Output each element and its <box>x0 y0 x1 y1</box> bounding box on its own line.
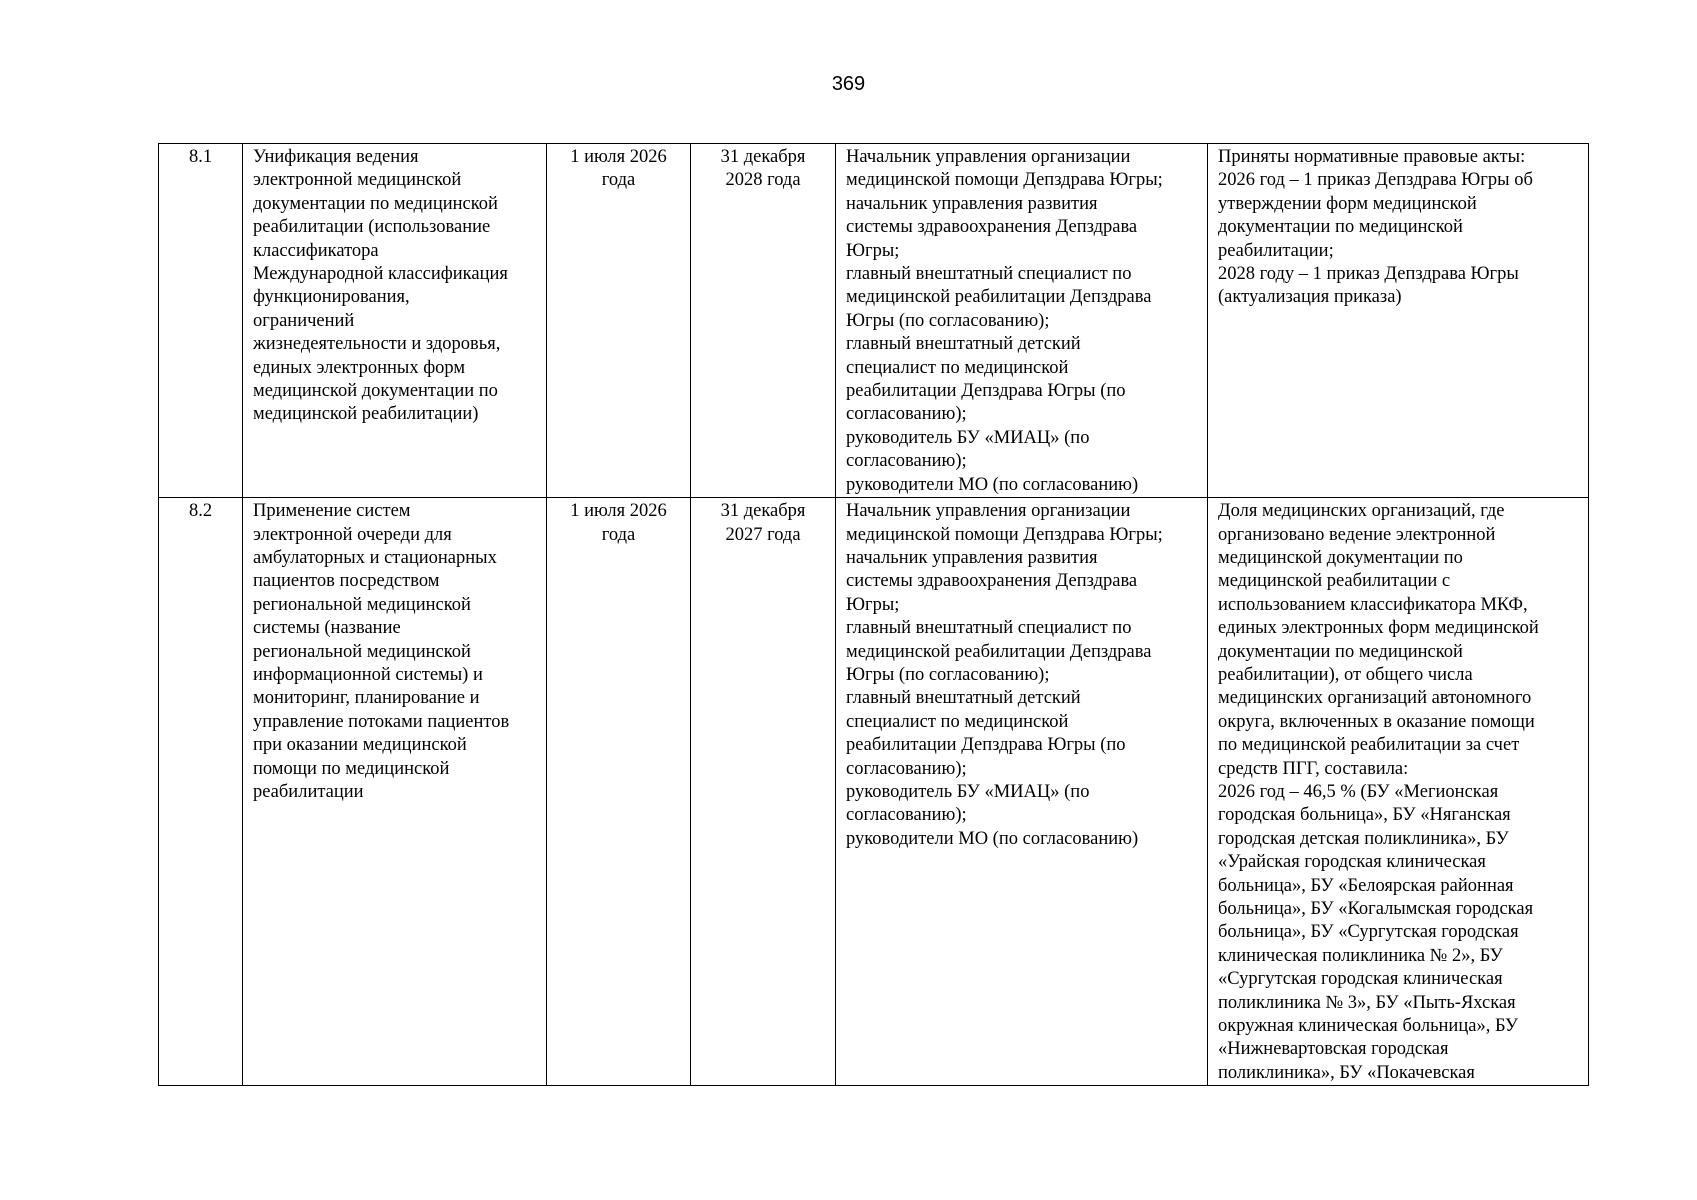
start-date: 1 июля 2026 года <box>570 501 667 545</box>
item-number: 8.1 <box>188 147 213 167</box>
responsible-persons: Начальник управления организации медицинской помощи Депздрава Югры; начальник управления развития системы здравоохранения Депздрава Югры; главный внештатный специалист по медицинской реабилитации Депздрава Югры (по согласованию); главный внештатный детский специалист по медицинской реабилитации Депздрава Югры (по согласованию); руководитель БУ «МИАЦ» (по согласованию); руководители МО (по согласованию) <box>846 501 1163 849</box>
item-number: 8.2 <box>188 501 213 522</box>
task-description: Унификация ведения электронной медицинской документации по медицинской реабилитации (использование классификатора Международной классификация функционирования, ограничений жизнедеятельности и здоровья, единых электронных форм медицинской документации по медицинской реабилитации) <box>253 147 508 425</box>
responsible-cell <box>836 144 1208 498</box>
page-number: 369 <box>831 73 866 95</box>
table-row <box>159 498 1589 1086</box>
result-cell <box>1208 498 1589 1086</box>
responsible-cell <box>836 498 1208 1086</box>
task-cell <box>243 144 547 498</box>
end-date-cell <box>691 498 836 1086</box>
item-number-cell <box>159 144 243 498</box>
start-date: 1 июля 2026 года <box>570 147 667 191</box>
expected-result: Приняты нормативные правовые акты: 2026 год – 1 приказ Депздрава Югры об утверждении форм медицинской документации по медицинской реабилитации; 2028 году – 1 приказ Депздрава Югры (актуализация приказа) <box>1218 147 1533 308</box>
end-date: 31 декабря 2028 года <box>720 147 806 191</box>
expected-result: Доля медицинских организаций, где организовано ведение электронной медицинской документации по медицинской реабилитации с использованием классификатора МКФ, единых электронных форм медицинской документации по медицинской реабилитации), от общего числа медицинских организаций автономного округа, включенных в оказание помощи по медицинской реабилитации за счет средств ПГГ, составила: 2026 год – 46,5 % (БУ «Мегионская городская больница», БУ «Няганская городская детская поликлиника», БУ «Урайская городская клиническая больница», БУ «Белоярская районная больница», БУ «Когалымская городская больница», БУ «Сургутская городская клиническая поликлиника № 2», БУ «Сургутская городская клиническая поликлиника № 3», БУ «Пыть-Яхская окружная клиническая больница», БУ «Нижневартовская городская поликлиника», БУ «Покачевская <box>1218 501 1539 1083</box>
task-cell <box>243 498 547 1086</box>
table-row <box>159 144 1589 498</box>
end-date-cell <box>691 144 836 498</box>
activity-plan-table <box>158 143 1589 1086</box>
responsible-persons: Начальник управления организации медицинской помощи Депздрава Югры; начальник управления развития системы здравоохранения Депздрава Югры; главный внештатный специалист по медицинской реабилитации Депздрава Югры (по согласованию); главный внештатный детский специалист по медицинской реабилитации Депздрава Югры (по согласованию); руководитель БУ «МИАЦ» (по согласованию); руководители МО (по согласованию) <box>846 147 1163 495</box>
end-date: 31 декабря 2027 года <box>720 501 806 545</box>
item-number-cell <box>159 498 243 1086</box>
result-cell <box>1208 144 1589 498</box>
task-description: Применение систем электронной очереди для амбулаторных и стационарных пациентов посредством региональной медицинской системы (название региональной медицинской информационной системы) и мониторинг, планирование и управление потоками пациентов при оказании медицинской помощи по медицинской реабилитации <box>253 501 510 802</box>
start-date-cell <box>547 498 691 1086</box>
start-date-cell <box>547 144 691 498</box>
